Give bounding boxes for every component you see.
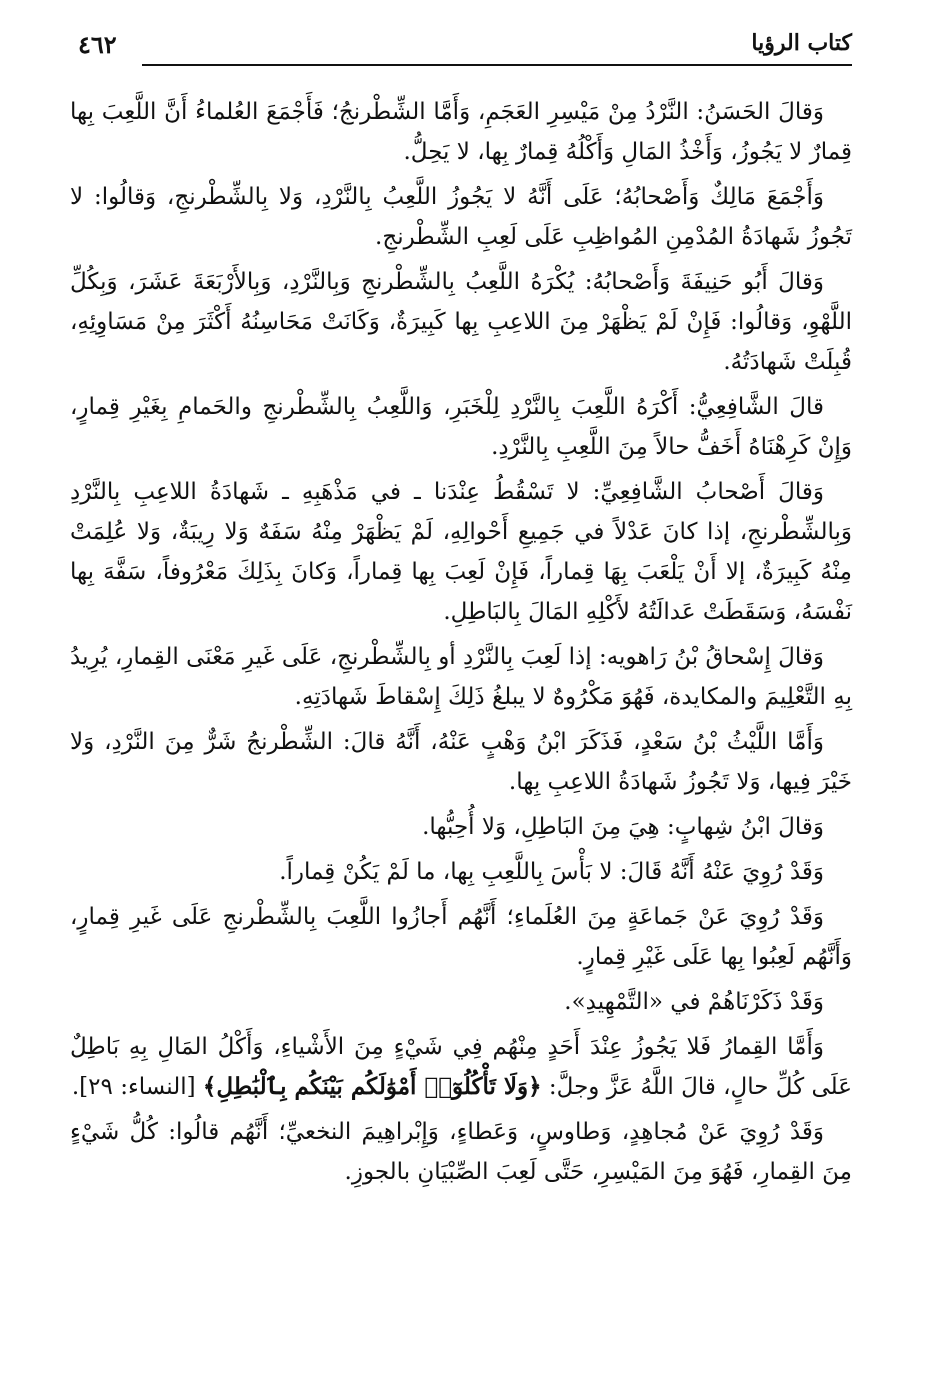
- paragraph-narration: [70, 852, 852, 892]
- paragraph-shafii-companions: [70, 472, 852, 632]
- verse-citation: [النساء: ٢٩].: [71, 1074, 196, 1100]
- paragraph-text: وَقَدْ رُوِيَ عَنْ مُجاهِدٍ، وَطاوسٍ، وَعَطاءٍ، وَإِبْراهِيمَ النخعيِّ؛ أَنَّهُم قالُوا: كُلُّ شَيْءٍ مِنَ القِمارِ، فَهُوَ مِنَ المَيْسِرِ، حَتَّى لَعِبَ الصِّبْيَانِ بالجوزِ.: [70, 1119, 852, 1185]
- paragraph-text: وَقَدْ ذَكَرْنَاهُمْ في «التَّمْهِيدِ».: [564, 989, 824, 1015]
- paragraph-text: وَقالَ أَبُو حَنِيفَةَ وَأَصْحابُهُ: يُكْرَهُ اللَّعِبُ بِالشِّطْرنجِ وَبِالنَّرْدِ، وَبِالأَرْبَعَةَ عَشَرَ، وَبِكُلِّ اللَّهْوِ، وَقالُوا: فَإِنْ لَمْ يَظْهَرْ مِنَ اللاعِبِ بِها كَبِيرَةٌ، وَكَانَتْ مَحَاسِنُهُ أَكْثَرَ مِنْ مَسَاوِئِهِ، قُبِلَتْ شَهادَتُهُ.: [70, 269, 852, 375]
- paragraph-text: وَقَدْ رُوِيَ عَنْ جَماعَةٍ مِنَ العُلَماءِ؛ أَنَّهُم أَجازُوا اللَّعِبَ بِالشِّطْرنجِ عَلَى غَيرِ قِمارٍ، وَأَنَّهُم لَعِبُوا بِها عَلَى غَيْرِ قِمارٍ.: [70, 904, 852, 970]
- page-header: [70, 28, 852, 68]
- paragraph-ishaq: [70, 637, 852, 717]
- paragraph-hasan: [70, 92, 852, 172]
- paragraph-ibn-shihab: [70, 807, 852, 847]
- paragraph-qimar: [70, 1027, 852, 1107]
- paragraph-text: وَقالَ أَصْحابُ الشَّافِعِيِّ: لا تَسْقُطُ عِنْدَنا ـ في مَذْهَبِهِ ـ شَهادَةُ اللاعِبِ بِالنَّرْدِ وَبِالشِّطْرنجِ، إذا كانَ عَدْلاً في جَمِيعِ أَحْوالِهِ، لَمْ يَظْهَرْ مِنْهُ سَفَهٌ وَلا رِيبَةٌ، وَلا عُلِمَتْ مِنْهُ كَبِيرَةٌ، إلا أَنْ يَلْعَبَ بِهَا قِماراً، فَإِنْ لَعِبَ بِها قِماراً، وَكانَ بِذَلِكَ مَعْرُوفاً، سَفَّهَ بِها نَفْسَهُ، وَسَقَطَتْ عَدالَتُهُ لأَكْلِهِ المَالَ بِالبَاطِلِ.: [70, 479, 852, 625]
- paragraph-mujahid: [70, 1112, 852, 1192]
- paragraph-malik: [70, 177, 852, 257]
- paragraph-text: وَقالَ ابْنُ شِهابٍ: هِيَ مِنَ البَاطِلِ، وَلا أُحِبُّها.: [422, 814, 824, 840]
- paragraph-layth: [70, 722, 852, 802]
- paragraph-tamhid: [70, 982, 852, 1022]
- paragraph-text: وَقالَ الحَسَنُ: النَّرْدُ مِنْ مَيْسِرِ العَجَمِ، وَأَمَّا الشِّطْرنجُ؛ فَأَجْمَعَ العُلماءُ أَنَّ اللَّعِبَ بِها قِمارٌ لا يَجُوزُ، وَأَخْذُ المَالِ وَأَكْلُهُ قِمارٌ بِها، لا يَحِلُّ.: [70, 99, 852, 165]
- paragraph-abu-hanifa: [70, 262, 852, 382]
- paragraph-text: وَأَمَّا القِمارُ فَلا يَجُوزُ عِنْدَ أَحَدٍ مِنْهُم فِي شَيْءٍ مِنَ الأَشْياءِ، وَأَكْلُ المَالِ بِهِ بَاطِلٌ عَلَى كُلِّ حالٍ، قالَ اللَّهُ عَزَّ وجلَّ:: [70, 1034, 852, 1100]
- paragraph-shafii: [70, 387, 852, 467]
- quran-verse: ﴿وَلَا تَأْكُلُوٓا۟ أَمْوَٰلَكُم بَيْنَكُم بِٱلْبَٰطِلِ﴾: [202, 1073, 542, 1100]
- paragraph-text: قالَ الشَّافِعِيُّ: أَكْرَهُ اللَّعِبَ بِالنَّرْدِ لِلْخَبَرِ، وَاللَّعِبُ بِالشِّطْرنجِ والحَمامِ بِغَيْرِ قِمارٍ، وَإِنْ كَرِهْنَاهُ أَخَفُّ حالاً مِنَ اللَّعِبِ بِالنَّرْدِ.: [70, 394, 852, 460]
- paragraph-text: وَأَمَّا اللَّيْثُ بْنُ سَعْدٍ، فَذَكَرَ ابْنُ وَهْبٍ عَنْهُ، أَنَّهُ قالَ: الشِّطْرنجُ شَرٌّ مِنَ النَّرْدِ، وَلا خَيْرَ فِيها، وَلا تَجُوزُ شَهادَةُ اللاعِبِ بِها.: [70, 729, 852, 795]
- paragraph-text: وَأَجْمَعَ مَالِكٌ وَأَصْحابُهُ؛ عَلَى أَنَّهُ لا يَجُوزُ اللَّعِبُ بِالنَّرْدِ، وَلا بِالشِّطْرنجِ، وَقالُوا: لا تَجُوزُ شَهادَةُ المُدْمِنِ المُواظِبِ عَلَى لَعِبِ الشِّطْرنجِ.: [70, 184, 852, 250]
- paragraph-text: وَقَدْ رُوِيَ عَنْهُ أَنَّهُ قَالَ: لا بَأْسَ بِاللَّعِبِ بِها، ما لَمْ يَكُنْ قِماراً.: [279, 859, 824, 885]
- body-text: [70, 92, 852, 1197]
- paragraph-scholars: [70, 897, 852, 977]
- header-rule: [142, 64, 852, 66]
- running-title: كتاب الرؤيا: [751, 30, 852, 56]
- paragraph-text: وَقالَ إِسْحاقُ بْنُ رَاهويه: إذا لَعِبَ بِالنَّرْدِ أو بِالشِّطْرنجِ، عَلَى غَيرِ مَعْنَى القِمارِ، يُرِيدُ بِهِ التَّعْلِيمَ والمكايدة، فَهُوَ مَكْرُوهٌ لا يبلغُ ذَلِكَ إِسْقاطَ شَهادَتِهِ.: [70, 644, 852, 710]
- page-number: ٤٦٢: [78, 30, 117, 59]
